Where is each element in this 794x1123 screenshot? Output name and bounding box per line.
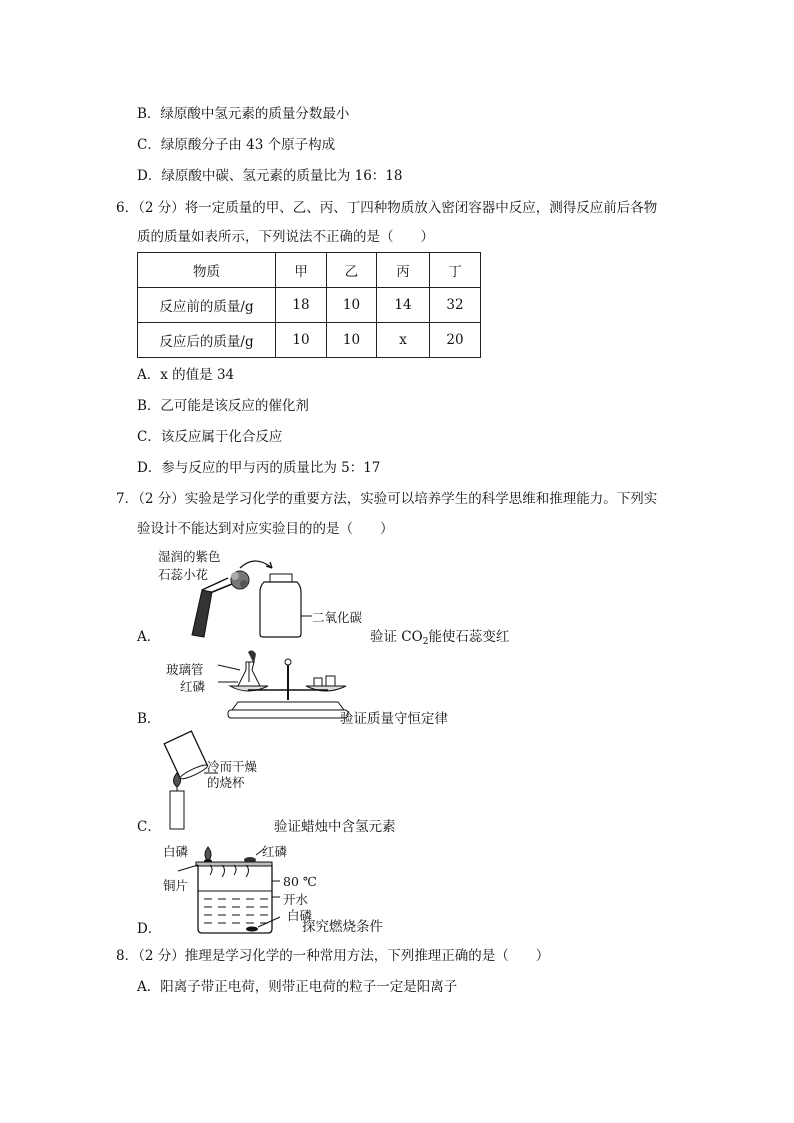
label-red-phosphorus-d: 红磷 <box>262 844 288 859</box>
label-temperature: 80 ℃ <box>283 874 317 889</box>
table-header-row <box>138 253 481 288</box>
caption-subscript: 2 <box>422 637 429 647</box>
label-white-phosphorus-bottom: 白磷 <box>287 908 313 923</box>
q6-option-c: C．该反应属于化合反应 <box>137 429 283 445</box>
label-white-phosphorus-top: 白磷 <box>163 844 189 859</box>
caption-text: 能使石蕊变红 <box>428 629 510 645</box>
q7-option-d-letter: D． <box>137 921 162 937</box>
q6-option-b: B．乙可能是该反应的催化剂 <box>137 398 309 414</box>
label-litmus-flower-line-2: 石蕊小花 <box>158 567 209 582</box>
q5-option-b: B．绿原酸中氢元素的质量分数最小 <box>137 106 350 122</box>
combustion-beaker-illustration <box>180 845 290 935</box>
q6-option-d: D．参与反应的甲与丙的质量比为 5：17 <box>137 460 381 476</box>
caption-text: 验证 CO <box>370 629 423 645</box>
table-cell: 10 <box>276 323 327 358</box>
table-cell: 反应前的质量/g <box>138 288 276 323</box>
q7-option-a-caption <box>370 628 509 651</box>
table-header-cell: 物质 <box>138 253 276 288</box>
label-red-phosphorus: 红磷 <box>180 679 206 694</box>
label-co2-bottle: 二氧化碳 <box>312 610 363 625</box>
q6-stem-line-1: 6．（2 分）将一定质量的甲、乙、丙、丁四种物质放入密闭容器中反应，测得反应前后各物 <box>116 200 658 216</box>
table-row <box>138 323 481 358</box>
q7-option-a-letter: A． <box>137 629 161 645</box>
balance-apparatus-illustration <box>218 652 358 720</box>
q7-option-d-caption: 探究燃烧条件 <box>302 919 383 935</box>
mass-table <box>137 252 481 358</box>
q7-stem-line-2: 验设计不能达到对应实验目的的是（ ） <box>137 521 394 537</box>
table-header-cell: 丙 <box>377 253 430 288</box>
table-header-cell: 乙 <box>327 253 377 288</box>
label-glass-tube: 玻璃管 <box>166 662 204 677</box>
q7-stem-line-1: 7．（2 分）实验是学习化学的重要方法，实验可以培养学生的科学思维和推理能力。下列实 <box>116 491 658 507</box>
table-header-cell: 甲 <box>276 253 327 288</box>
q5-option-d: D．绿原酸中碳、氢元素的质量比为 16：18 <box>137 168 403 184</box>
table-cell: 32 <box>430 288 481 323</box>
label-copper-sheet: 铜片 <box>163 878 189 893</box>
q6-stem-line-2: 质的质量如表所示，下列说法不正确的是（ ） <box>137 229 434 245</box>
q5-option-c: C．绿原酸分子由 43 个原子构成 <box>137 137 336 153</box>
q8-option-a: A．阳离子带正电荷，则带正电荷的粒子一定是阳离子 <box>137 979 458 995</box>
table-cell: 14 <box>377 288 430 323</box>
q8-stem: 8．（2 分）推理是学习化学的一种常用方法，下列推理正确的是（ ） <box>116 948 550 964</box>
label-boiling-water: 开水 <box>283 892 309 907</box>
table-cell: 18 <box>276 288 327 323</box>
table-cell: 10 <box>327 288 377 323</box>
q7-option-c-letter: C． <box>137 819 161 835</box>
table-header-cell: 丁 <box>430 253 481 288</box>
q7-option-b-letter: B． <box>137 711 161 727</box>
label-beaker-line-2: 的烧杯 <box>207 775 245 790</box>
q7-option-b-caption: 验证质量守恒定律 <box>340 711 448 727</box>
q7-option-c-caption: 验证蜡烛中含氢元素 <box>274 819 396 835</box>
label-litmus-flower-line-1: 湿润的紫色 <box>158 549 221 564</box>
table-row <box>138 288 481 323</box>
table-cell: 反应后的质量/g <box>138 323 276 358</box>
table-cell: x <box>377 323 430 358</box>
co2-litmus-apparatus-illustration <box>180 560 350 640</box>
label-beaker-line-1: 冷而干燥 <box>207 759 258 774</box>
table-cell: 20 <box>430 323 481 358</box>
table-cell: 10 <box>327 323 377 358</box>
q6-option-a: A．x 的值是 34 <box>137 367 235 383</box>
